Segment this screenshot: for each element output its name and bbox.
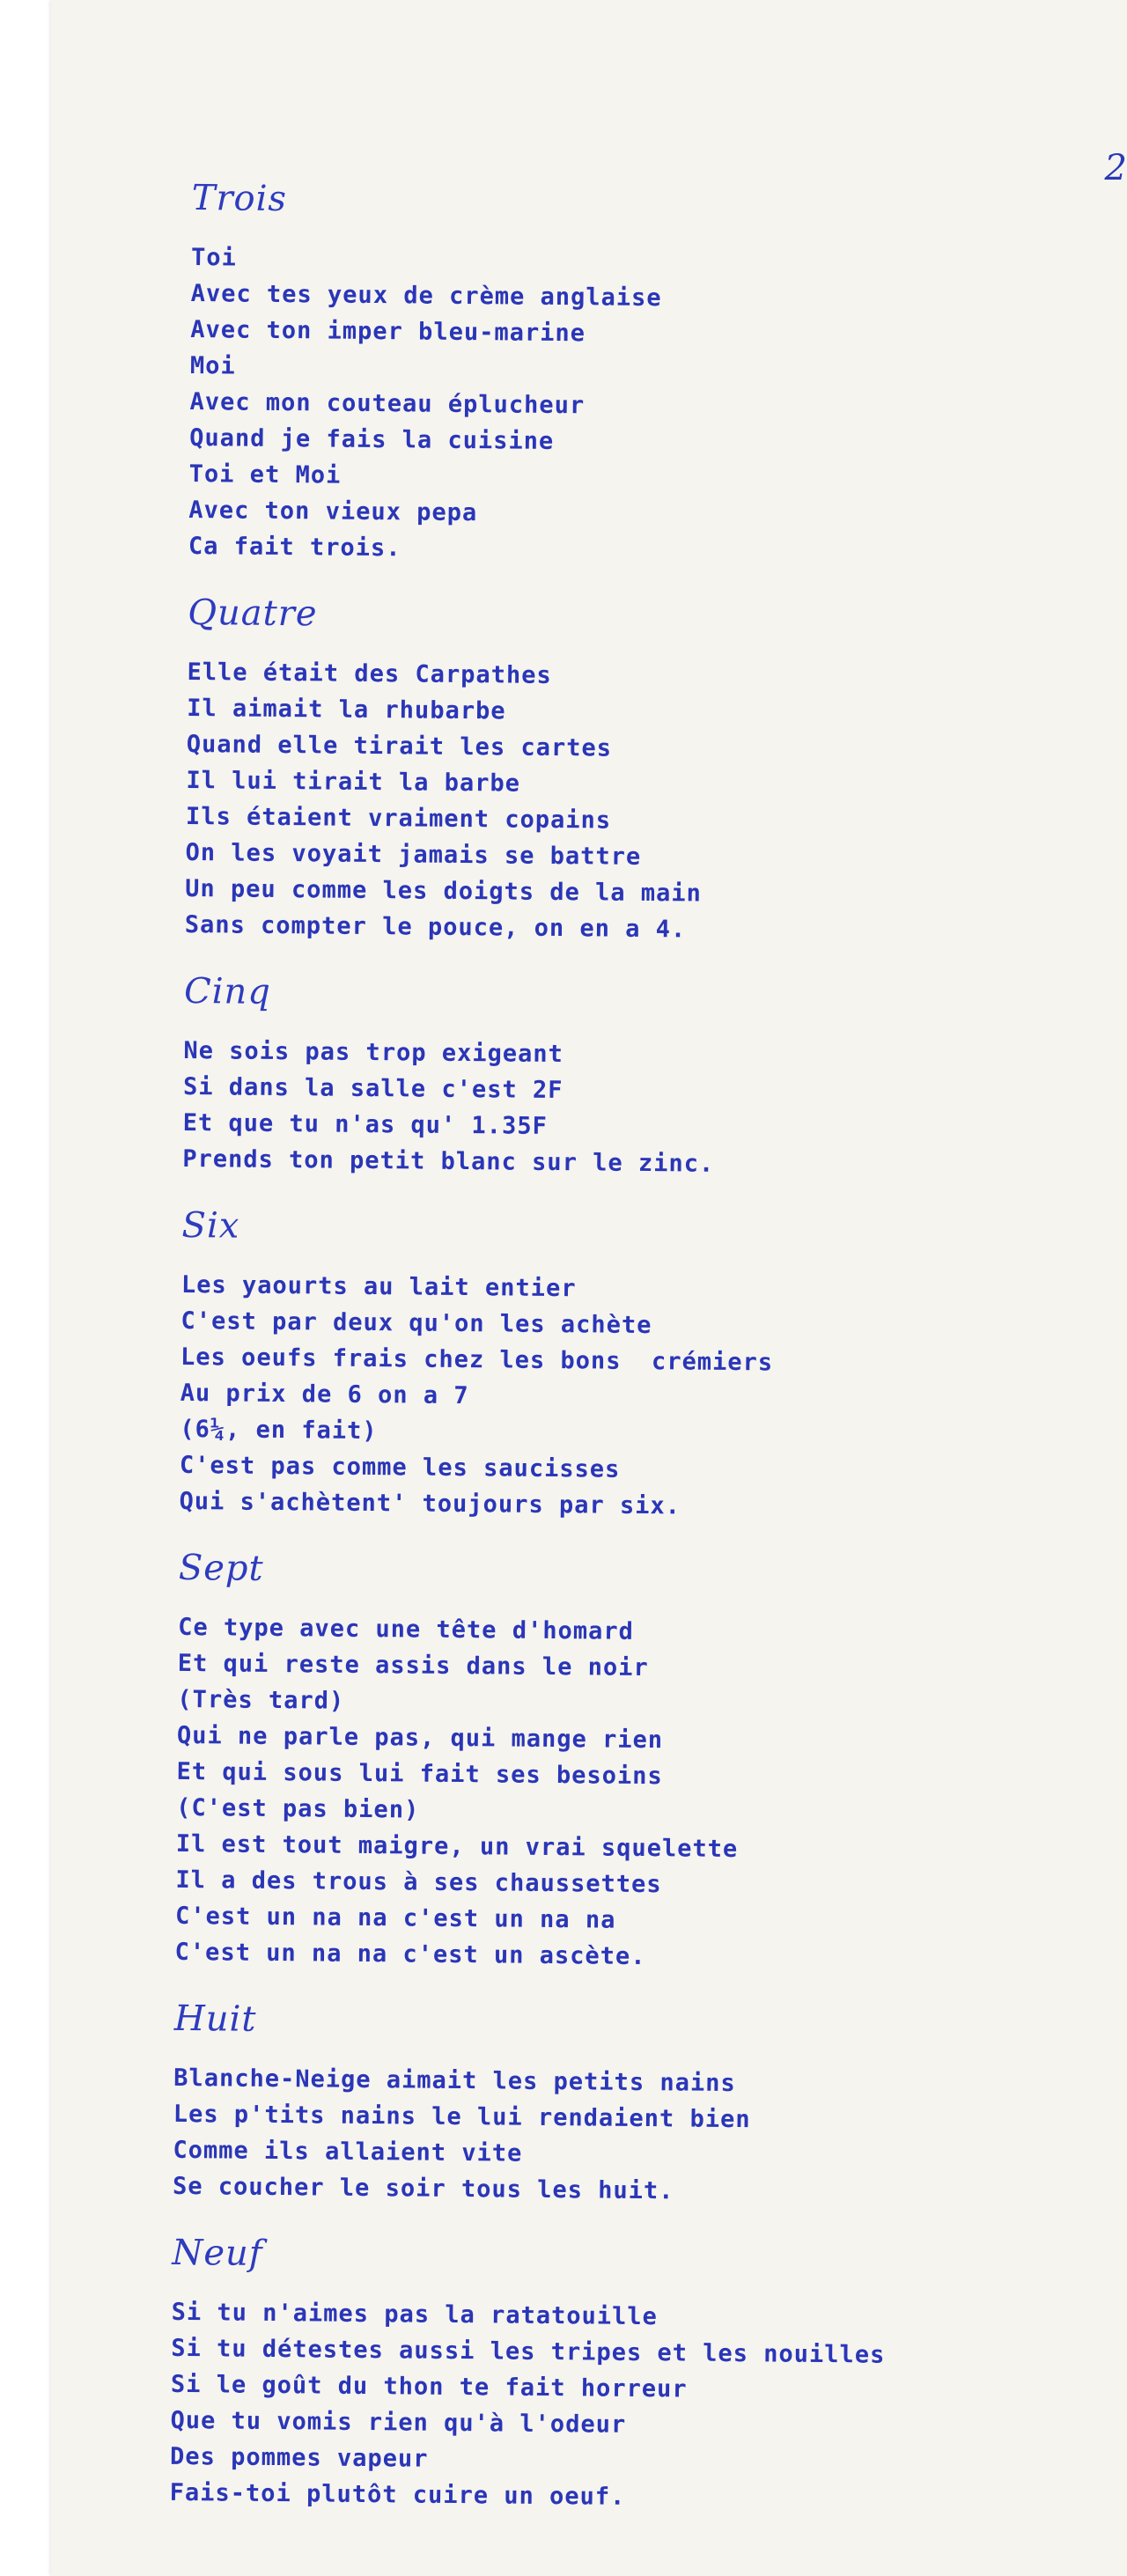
- poem-line: Il a des trous à ses chaussettes: [175, 1866, 662, 1899]
- page-number: 2: [1104, 148, 1127, 188]
- poem: [169, 176, 1072, 2545]
- poem-line: Moi: [189, 351, 236, 380]
- poem-line: Avec ton vieux pepa: [188, 496, 478, 527]
- poem-line: Elle était des Carpathes: [187, 658, 552, 689]
- stanza-huit: [173, 1997, 1055, 2213]
- poem-line: (Très tard): [177, 1685, 345, 1715]
- poem-line: Comme ils allaient vite: [173, 2136, 523, 2168]
- stanza-title: Huit: [173, 1998, 257, 2040]
- stanza-title: Sept: [178, 1547, 264, 1589]
- poem-line: C'est pas comme les saucisses: [179, 1451, 621, 1483]
- poem-line: Quand je fais la cuisine: [188, 423, 555, 455]
- poem-line: Si le goût du thon te fait horreur: [170, 2370, 688, 2403]
- stanza-title: Cinq: [183, 970, 272, 1012]
- poem-line: Il lui tirait la barbe: [186, 766, 521, 798]
- poem-line: Et qui sous lui fait ses besoins: [176, 1757, 663, 1791]
- poem-line: Il aimait la rhubarbe: [187, 694, 506, 725]
- poem-line: Qui ne parle pas, qui mange rien: [176, 1721, 664, 1755]
- poem-line: Sans compter le pouce, on en a 4.: [184, 910, 687, 944]
- poem-line: Si tu n'aimes pas la ratatouille: [171, 2298, 659, 2331]
- poem-line: Les yaourts au lait entier: [180, 1270, 577, 1303]
- stanza-title: Quatre: [188, 592, 318, 635]
- stanza-title: Six: [181, 1204, 240, 1247]
- poem-line: Ne sois pas trop exigeant: [183, 1036, 564, 1069]
- poem-line: Prends ton petit blanc sur le zinc.: [182, 1144, 715, 1178]
- poem-line: Se coucher le soir tous les huit.: [172, 2172, 674, 2205]
- poem-line: Toi: [190, 243, 238, 272]
- poem-line: Un peu comme les doigts de la main: [185, 874, 703, 908]
- poem-line: Il est tout maigre, un vrai squelette: [175, 1829, 739, 1864]
- poem-line: (C'est pas bien): [176, 1793, 420, 1824]
- poem-line: Avec tes yeux de crème anglaise: [190, 279, 662, 313]
- stanza-cinq: [182, 969, 1064, 1186]
- poem-line: Et que tu n'as qu' 1.35F: [182, 1108, 548, 1140]
- poem-line: Que tu vomis rien qu'à l'odeur: [170, 2406, 627, 2439]
- stanza-neuf: [170, 2231, 1053, 2520]
- poem-line: Toi et Moi: [188, 460, 342, 489]
- poem-line: Et qui reste assis dans le noir: [177, 1649, 649, 1682]
- stanza-title: Trois: [191, 177, 288, 220]
- poem-line: Avec mon couteau éplucheur: [189, 387, 586, 420]
- stanza-title: Neuf: [172, 2232, 263, 2274]
- poem-line: Si dans la salle c'est 2F: [182, 1072, 564, 1105]
- poem-line: Si tu détestes aussi les tripes et les nouilles: [171, 2334, 886, 2369]
- stanza-six: [179, 1203, 1062, 1528]
- poem-line: Ce type avec une tête d'homard: [178, 1613, 634, 1645]
- poem-line: C'est par deux qu'on les achète: [180, 1306, 652, 1340]
- stanza-trois: [188, 176, 1072, 573]
- poem-line: Quand elle tirait les cartes: [186, 730, 613, 762]
- poem-line: Des pommes vapeur: [169, 2442, 429, 2473]
- poem-line: Les p'tits nains le lui rendaient bien: [173, 2100, 751, 2134]
- poem-line: Qui s'achètent' toujours par six.: [179, 1487, 681, 1520]
- poem-line: C'est un na na c'est un ascète.: [174, 1938, 646, 1971]
- poem-line: (6¼, en fait): [180, 1415, 378, 1446]
- poem-line: Ca fait trois.: [188, 532, 401, 563]
- stanza-quatre: [185, 591, 1069, 952]
- poem-line: Fais-toi plutôt cuire un oeuf.: [169, 2478, 626, 2511]
- poem-line: Les oeufs frais chez les bons crémiers: [180, 1343, 774, 1377]
- poem-line: On les voyait jamais se battre: [185, 838, 642, 871]
- poem-line: Au prix de 6 on a 7: [180, 1379, 469, 1410]
- poem-line: C'est un na na c'est un na na: [174, 1902, 616, 1934]
- poem-line: Ils étaient vraiment copains: [185, 802, 612, 835]
- stanza-sept: [174, 1546, 1059, 1979]
- poem-line: Avec ton imper bleu-marine: [190, 315, 586, 348]
- poem-line: Blanche-Neige aimait les petits nains: [173, 2064, 736, 2098]
